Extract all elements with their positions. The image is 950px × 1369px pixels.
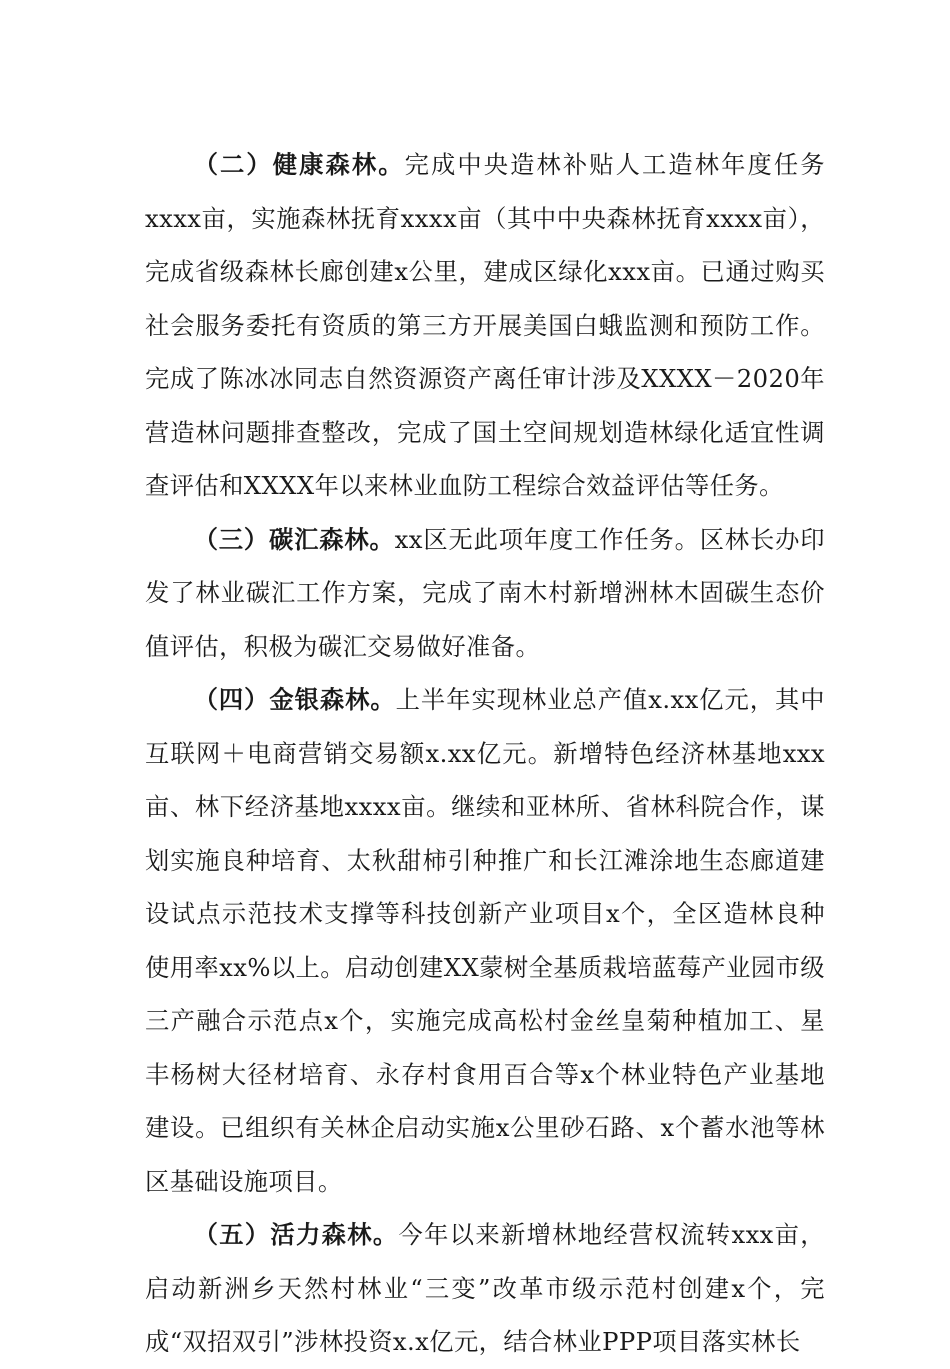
- document-body: [145, 138, 825, 1369]
- paragraph-healthy-forest: [145, 138, 825, 513]
- paragraph-heading: （五）活力森林。: [193, 1220, 399, 1249]
- paragraph-carbon-forest: [145, 513, 825, 674]
- paragraph-heading: （四）金银森林。: [193, 685, 396, 714]
- paragraph-text: 上半年实现林业总产值x.xx亿元，其中互联网＋电商营销交易额x.xx亿元。新增特色经济林基地xxx亩、林下经济基地xxxx亩。继续和亚林所、省林科院合作，谋划实施良种培育、太秋甜柿引种推广和长江滩涂地生态廊道建设试点示范技术支撑等科技创新产业项目x个，全区造林良种使用率xx%以上。启动创建XX蒙树全基质栽培蓝莓产业园市级三产融合示范点x个，实施完成高松村金丝皇菊种植加工、星丰杨树大径材培育、永存村食用百合等x个林业特色产业基地建设。已组织有关林企启动实施x公里砂石路、x个蓄水池等林区基础设施项目。: [145, 685, 825, 1196]
- paragraph-heading: （三）碳汇森林。: [193, 524, 395, 554]
- paragraph-golden-forest: [145, 673, 825, 1208]
- paragraph-text: 完成中央造林补贴人工造林年度任务xxxx亩，实施森林抚育xxxx亩（其中中央森林抚育xxxx亩），完成省级森林长廊创建x公里，建成区绿化xxx亩。已通过购买社会服务委托有资质的第三方开展美国白蛾监测和预防工作。完成了陈冰冰同志自然资源资产离任审计涉及XXXX－2020年营造林问题排查整改，完成了国土空间规划造林绿化适宜性调查评估和XXXX年以来林业血防工程综合效益评估等任务。: [145, 150, 825, 500]
- paragraph-text: xx区无此项年度工作任务。区林长办印发了林业碳汇工作方案，完成了南木村新增洲林木固碳生态价值评估，积极为碳汇交易做好准备。: [145, 524, 826, 661]
- paragraph-vital-forest: [145, 1208, 825, 1369]
- paragraph-heading: （二）健康森林。: [193, 150, 405, 179]
- paragraph-text: 今年以来新增林地经营权流转xxx亩，启动新洲乡天然村林业“三变”改革市级示范村创建x个，完成“双招双引”涉林投资x.x亿元，结合林业PPP项目落实林长: [145, 1220, 825, 1356]
